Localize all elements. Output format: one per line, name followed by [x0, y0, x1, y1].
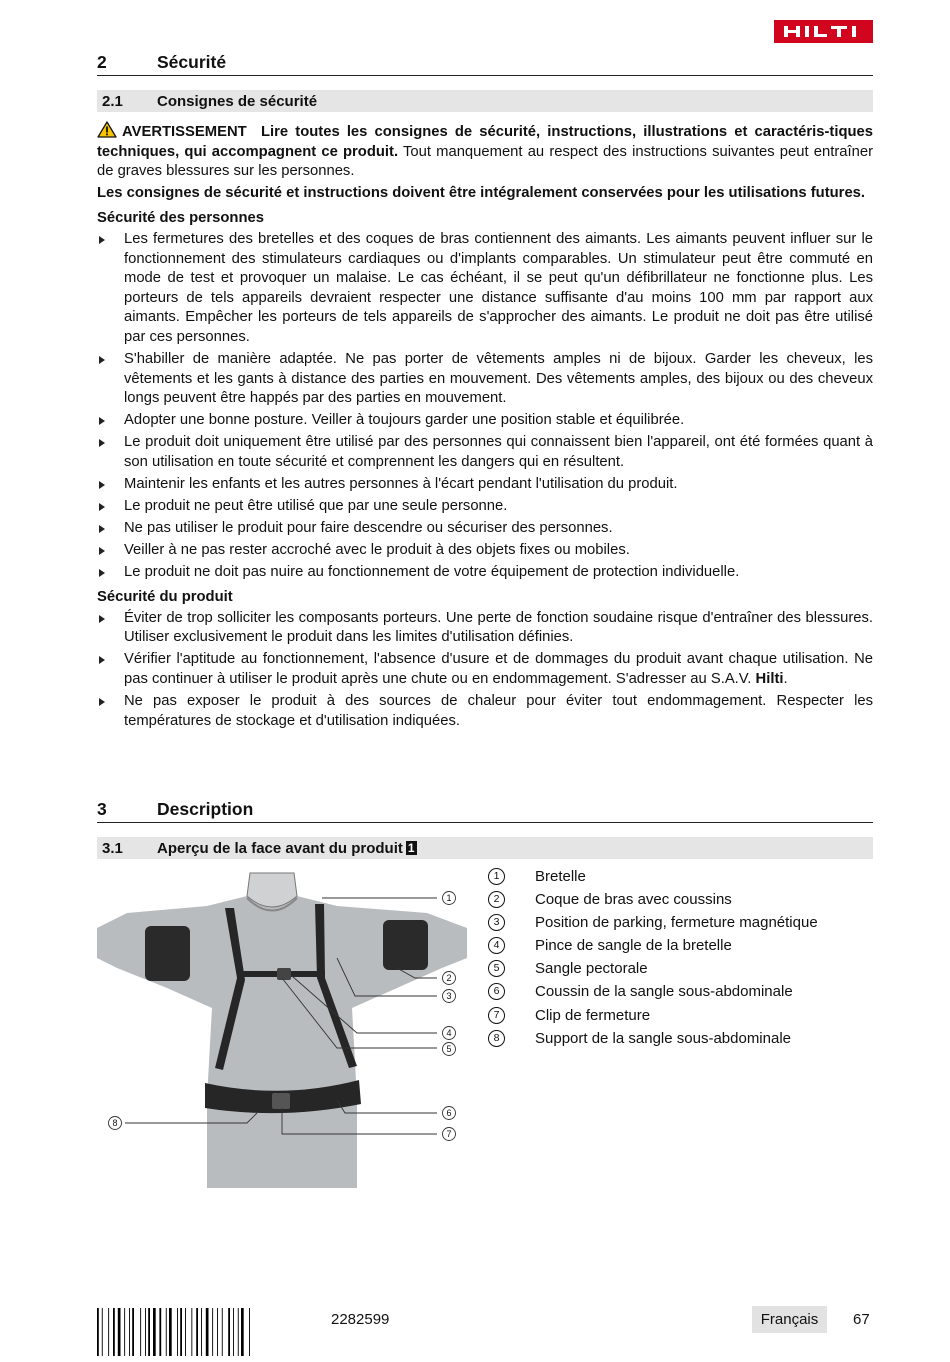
list-item: Adopter une bonne posture. Veiller à toujours garder une position stable et équilibrée. — [97, 411, 873, 431]
section-2-heading — [97, 52, 873, 76]
bullet-arrow-icon — [99, 481, 105, 489]
bullet-arrow-icon — [99, 525, 105, 533]
bullet-arrow-icon — [99, 656, 105, 664]
legend-number: 6 — [488, 983, 505, 1000]
section-2-1-heading — [97, 90, 873, 112]
svg-text:7: 7 — [446, 1129, 452, 1139]
persons-safety-title: Sécurité des personnes — [97, 210, 264, 227]
subsection-number: 2.1 — [102, 93, 123, 110]
warning-text: Tout manquement au respect des instructions suivantes peut entraîner de graves blessures sur les personnes. — [97, 143, 873, 180]
list-item: Le produit ne peut être utilisé que par une seule personne. — [97, 497, 873, 517]
svg-text:3: 3 — [446, 991, 452, 1001]
warning-bold-text: Lire toutes les consignes de sécurité, instructions, illustrations et caractéris-tiques techniques, qui accompagnent ce produit. — [97, 124, 873, 160]
figure-reference: 1 — [407, 841, 415, 855]
brand-mention: Hilti — [755, 670, 784, 687]
legend-number: 3 — [488, 914, 505, 931]
document-code: 2282599 — [331, 1311, 390, 1328]
figure-legend — [488, 867, 873, 1052]
legend-label: Pince de sangle de la bretelle — [535, 937, 732, 955]
list-item: S'habiller de manière adaptée. Ne pas porter de vêtements amples ni de bijoux. Garder les cheveux, les vêtements et les gants à distance des parties en mouvement. Des vêtements amples, des bijoux ou des cheveux longs peuvent être happés par des parties en mouvement. — [97, 350, 873, 409]
legend-label: Sangle pectorale — [535, 960, 648, 978]
legend-item — [488, 1029, 873, 1052]
legend-item — [488, 867, 873, 890]
legend-label: Support de la sangle sous-abdominale — [535, 1029, 792, 1047]
svg-text:5: 5 — [446, 1044, 452, 1054]
barcode — [97, 1308, 307, 1356]
persons-safety-list — [97, 230, 873, 582]
legend-number: 2 — [488, 891, 505, 908]
bullet-arrow-icon — [99, 236, 105, 244]
list-item: Maintenir les enfants et les autres personnes à l'écart pendant l'utilisation du produit. — [97, 475, 873, 495]
bullet-arrow-icon — [99, 417, 105, 425]
bullet-arrow-icon — [99, 547, 105, 555]
legend-item — [488, 982, 873, 1005]
warning-triangle-icon — [97, 121, 117, 138]
svg-text:4: 4 — [446, 1028, 452, 1038]
legend-item — [488, 959, 873, 982]
subsection-title: Consignes de sécurité — [157, 93, 318, 110]
legend-label: Coque de bras avec coussins — [535, 891, 732, 909]
list-item: Vérifier l'aptitude au fonctionnement, l'absence d'usure et de dommages du produit avant chaque utilisation. Ne pas continuer à utiliser le produit après une chute ou en endommagement. S'adresser au S.A.V. Hilti. — [97, 650, 873, 689]
svg-text:6: 6 — [446, 1108, 452, 1118]
section-3-1-heading — [97, 837, 873, 859]
bullet-arrow-icon — [99, 503, 105, 511]
warning-paragraph — [97, 121, 873, 182]
harness-figure — [97, 868, 467, 1188]
list-item: Le produit ne doit pas nuire au fonctionnement de votre équipement de protection individuelle. — [97, 563, 873, 583]
svg-text:8: 8 — [112, 1118, 118, 1128]
legend-number: 4 — [488, 937, 505, 954]
product-safety-title: Sécurité du produit — [97, 589, 233, 606]
legend-label: Coussin de la sangle sous-abdominale — [535, 983, 793, 1001]
section-number: 2 — [97, 52, 107, 72]
svg-text:1: 1 — [446, 893, 452, 903]
legend-item — [488, 890, 873, 913]
subsection-number: 3.1 — [102, 840, 123, 857]
list-item: Éviter de trop solliciter les composants porteurs. Une perte de fonction soudaine risque d'entraîner des blessures. Utiliser exclusivement le produit dans les limites d'utilisation définies. — [97, 609, 873, 648]
bullet-arrow-icon — [99, 698, 105, 706]
legend-item — [488, 1006, 873, 1029]
bullet-arrow-icon — [99, 615, 105, 623]
page-number: 67 — [853, 1311, 870, 1328]
bullet-arrow-icon — [99, 569, 105, 577]
legend-number: 7 — [488, 1007, 505, 1024]
svg-text:2: 2 — [446, 973, 452, 983]
legend-label: Position de parking, fermeture magnétique — [535, 914, 818, 932]
keep-instructions-text: Les consignes de sécurité et instructions doivent être intégralement conservées pour les utilisations futures. — [97, 184, 866, 201]
legend-label: Bretelle — [535, 868, 586, 885]
legend-label: Clip de fermeture — [535, 1006, 651, 1024]
list-item: Veiller à ne pas rester accroché avec le produit à des objets fixes ou mobiles. — [97, 541, 873, 561]
list-item: Ne pas exposer le produit à des sources de chaleur pour éviter tout endommagement. Respecter les températures de stockage et d'utilisation indiquées. — [97, 692, 873, 731]
legend-number: 5 — [488, 960, 505, 977]
product-safety-list — [97, 609, 873, 731]
list-item: Les fermetures des bretelles et des coques de bras contiennent des aimants. Les aimants peuvent influer sur le fonctionnement des stimulateurs cardiaques ou d'implants comparables. Un stimulateur peut être commuté en mode de test et provoquer un malaise. Le cas échéant, il se peut qu'un défibrillateur ne fonctionne plus. Les porteurs de tels appareils devraient respecter une distance suffisante d'au moins 100 mm par rapport aux aimants. Empêcher les porteurs de tels appareils de s'approcher des aimants. Le produit ne doit pas être utilisé par ces personnes. — [97, 230, 873, 348]
list-item: Le produit doit uniquement être utilisé par des personnes qui connaissent bien l'appareil, ont été formées quant à son utilisation en toute sécurité et comprennent les dangers qui en résultent. — [97, 433, 873, 472]
legend-item — [488, 936, 873, 959]
safety-text-block — [97, 121, 873, 734]
legend-number: 1 — [488, 868, 505, 885]
list-item: Ne pas utiliser le produit pour faire descendre ou sécuriser des personnes. — [97, 519, 873, 539]
hilti-logo — [774, 20, 873, 43]
legend-item — [488, 913, 873, 936]
legend-number: 8 — [488, 1030, 505, 1047]
section-title: Description — [157, 799, 254, 819]
section-title: Sécurité — [157, 52, 227, 72]
subsection-title: Aperçu de la face avant du produit 1 — [157, 840, 415, 857]
section-number: 3 — [97, 799, 107, 819]
warning-label: AVERTISSEMENT — [122, 124, 247, 140]
section-3-heading — [97, 799, 873, 823]
bullet-arrow-icon — [99, 439, 105, 447]
bullet-arrow-icon — [99, 356, 105, 364]
language-badge: Français — [752, 1306, 827, 1333]
